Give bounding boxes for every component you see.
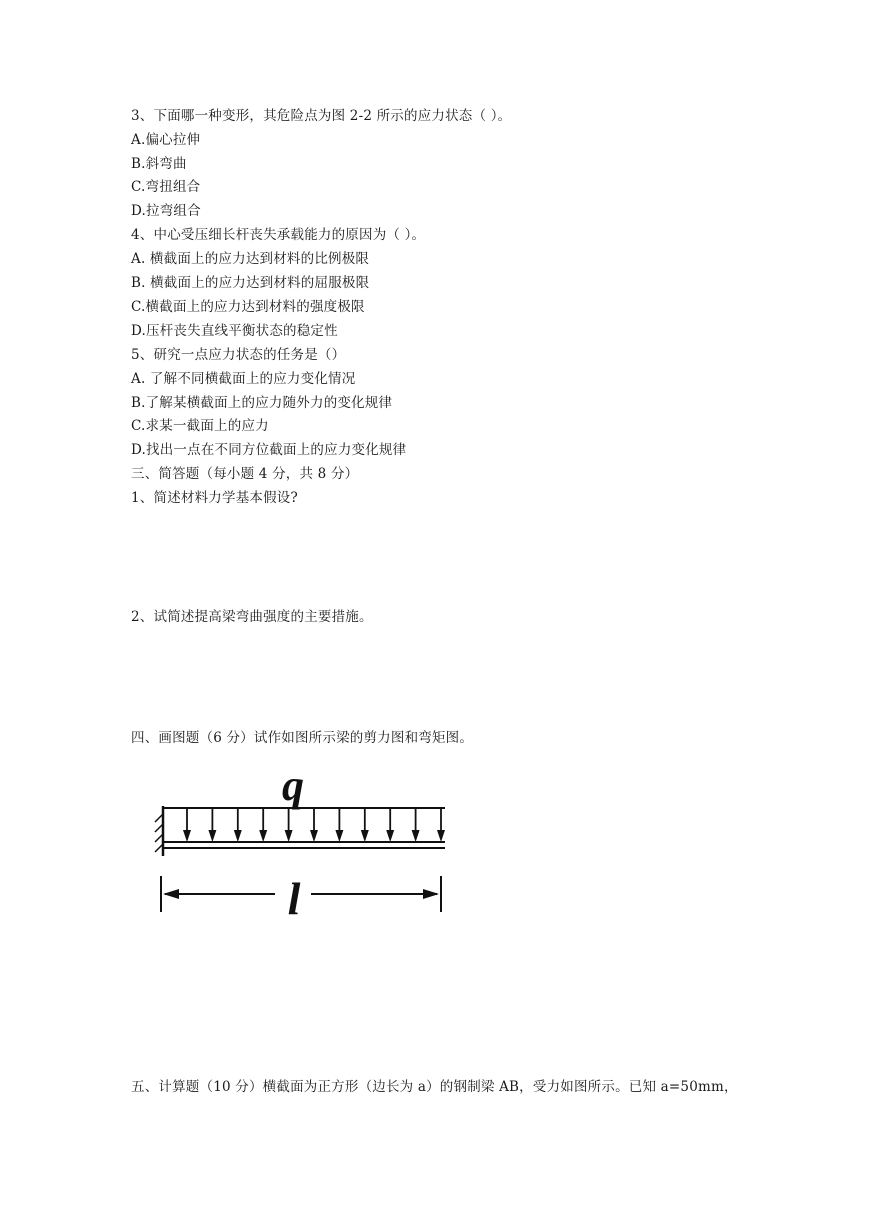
option-3a: A.偏心拉伸 bbox=[131, 132, 201, 148]
short-answer-2: 2、试简述提高梁弯曲强度的主要措施。 bbox=[131, 609, 373, 625]
load-arrow-head bbox=[234, 830, 242, 842]
section-5-heading: 五、计算题（10 分）横截面为正方形（边长为 a）的钢制梁 AB，受力如图所示。已知 a=50mm， bbox=[131, 1079, 738, 1095]
option-5d: D.找出一点在不同方位截面上的应力变化规律 bbox=[131, 442, 407, 458]
question-4: 4、中心受压细长杆丧失承载能力的原因为（ ）。 bbox=[131, 227, 426, 243]
section-4-heading: 四、画图题（6 分）试作如图所示梁的剪力图和弯矩图。 bbox=[131, 730, 474, 746]
question-5: 5、研究一点应力状态的任务是（） bbox=[131, 347, 346, 363]
distributed-load-arrows bbox=[183, 808, 445, 842]
load-label-q: q bbox=[282, 761, 304, 810]
question-3: 3、下面哪一种变形，其危险点为图 2-2 所示的应力状态（ ）。 bbox=[131, 108, 512, 124]
load-arrow-head bbox=[412, 830, 420, 842]
load-arrow-head bbox=[208, 830, 216, 842]
option-3b: B.斜弯曲 bbox=[131, 156, 187, 172]
load-arrow-head bbox=[183, 830, 191, 842]
option-4a: A. 横截面上的应力达到材料的比例极限 bbox=[131, 251, 370, 267]
dim-arrow-left bbox=[163, 889, 179, 899]
option-5c: C.求某一截面上的应力 bbox=[131, 418, 269, 434]
option-4d: D.压杆丧失直线平衡状态的稳定性 bbox=[131, 323, 338, 339]
load-arrow-head bbox=[335, 830, 343, 842]
option-4b: B. 横截面上的应力达到材料的屈服极限 bbox=[131, 275, 370, 291]
load-arrow-head bbox=[259, 830, 267, 842]
length-label-l: l bbox=[287, 873, 301, 924]
section-3-heading: 三、简答题（每小题 4 分，共 8 分） bbox=[131, 466, 359, 482]
load-arrow-head bbox=[285, 830, 293, 842]
short-answer-1: 1、简述材料力学基本假设? bbox=[131, 490, 298, 506]
option-3d: D.拉弯组合 bbox=[131, 203, 201, 219]
option-5b: B.了解某横截面上的应力随外力的变化规律 bbox=[131, 395, 393, 411]
load-arrow-head bbox=[310, 830, 318, 842]
option-4c: C.横截面上的应力达到材料的强度极限 bbox=[131, 299, 365, 315]
option-5a: A. 了解不同横截面上的应力变化情况 bbox=[131, 371, 356, 387]
load-arrow-head bbox=[437, 830, 445, 842]
load-arrow-head bbox=[361, 830, 369, 842]
beam-diagram bbox=[135, 756, 455, 946]
beam-figure bbox=[135, 756, 455, 946]
option-3c: C.弯扭组合 bbox=[131, 179, 201, 195]
load-arrow-head bbox=[386, 830, 394, 842]
dim-arrow-right bbox=[423, 889, 439, 899]
